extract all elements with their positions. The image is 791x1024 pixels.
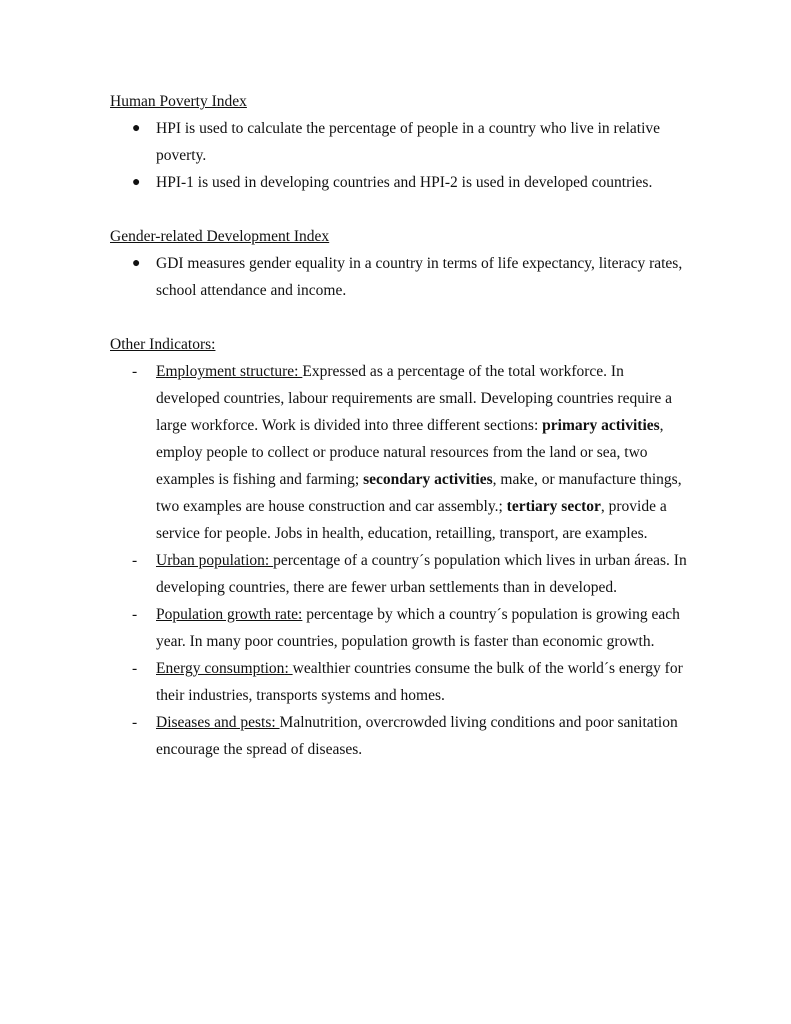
list-item-energy-consumption [110, 655, 690, 709]
dash-icon: - [132, 660, 138, 677]
dash-icon: - [132, 363, 138, 380]
list-item [110, 115, 690, 169]
spacer [110, 196, 690, 223]
section-other-indicators [110, 331, 690, 763]
section-gender-development-index [110, 223, 690, 304]
gdi-bullet-list [110, 250, 690, 304]
bullet-icon: ● [132, 256, 141, 271]
list-item-urban-population [110, 547, 690, 601]
indicator-text: wealthier countries consume the bulk of the world´s energy for their industries, transports systems and homes. [156, 660, 683, 704]
indicator-text: percentage of a country´s population which lives in urban áreas. In developing countries, there are fewer urban settlements than in developed. [156, 552, 687, 596]
section-human-poverty-index [110, 88, 690, 196]
indicator-label: Diseases and pests: [156, 714, 280, 731]
indicator-bold-term: primary activities [542, 417, 660, 434]
list-item [110, 250, 690, 304]
dash-icon: - [132, 552, 138, 569]
indicator-text: , make, or manufacture things, two examples are house construction and car assembly.; [156, 471, 682, 515]
list-item-text: GDI measures gender equality in a country in terms of life expectancy, literacy rates, school attendance and income. [156, 255, 683, 299]
indicator-text: , provide a service for people. Jobs in health, education, retailling, transport, are examples. [156, 498, 667, 542]
indicator-label-suffix: : [284, 660, 293, 677]
heading-human-poverty-index: Human Poverty Index [110, 93, 247, 110]
dash-icon: - [132, 606, 138, 623]
indicator-label: Population growth rate: [156, 606, 303, 623]
spacer [110, 304, 690, 331]
indicators-dash-list [110, 358, 690, 763]
list-item-employment-structure [110, 358, 690, 547]
indicator-bold-term: secondary activities [363, 471, 493, 488]
list-item-diseases-and-pests [110, 709, 690, 763]
heading-other-indicators: Other Indicators: [110, 336, 216, 353]
indicator-label: Energy consumption [156, 660, 285, 677]
document-page [110, 88, 690, 763]
heading-gender-development-index: Gender-related Development Index [110, 228, 330, 245]
indicator-text: Expressed as a percentage of the total workforce. In developed countries, labour requirements are small. Developing countries require a large workforce. Work is divided into three different sections: [156, 363, 673, 434]
indicator-text: , employ people to collect or produce natural resources from the land or sea, two examples is fishing and farming; [156, 417, 664, 488]
indicator-text: percentage by which a country´s population is growing each year. In many poor countries, population growth is faster than economic growth. [156, 606, 680, 650]
dash-icon: - [132, 714, 138, 731]
list-item [110, 169, 690, 196]
hpi-bullet-list [110, 115, 690, 196]
indicator-text: Malnutrition, overcrowded living conditions and poor sanitation encourage the spread of diseases. [156, 714, 678, 758]
list-item-text: HPI is used to calculate the percentage of people in a country who live in relative poverty. [156, 120, 660, 164]
indicator-bold-term: tertiary sector [506, 498, 601, 515]
bullet-icon: ● [132, 175, 141, 190]
list-item-population-growth-rate [110, 601, 690, 655]
list-item-text: HPI-1 is used in developing countries and HPI-2 is used in developed countries. [156, 174, 653, 191]
indicator-label: Employment structure: [156, 363, 303, 380]
indicator-label: Urban population: [156, 552, 274, 569]
bullet-icon: ● [132, 121, 141, 136]
